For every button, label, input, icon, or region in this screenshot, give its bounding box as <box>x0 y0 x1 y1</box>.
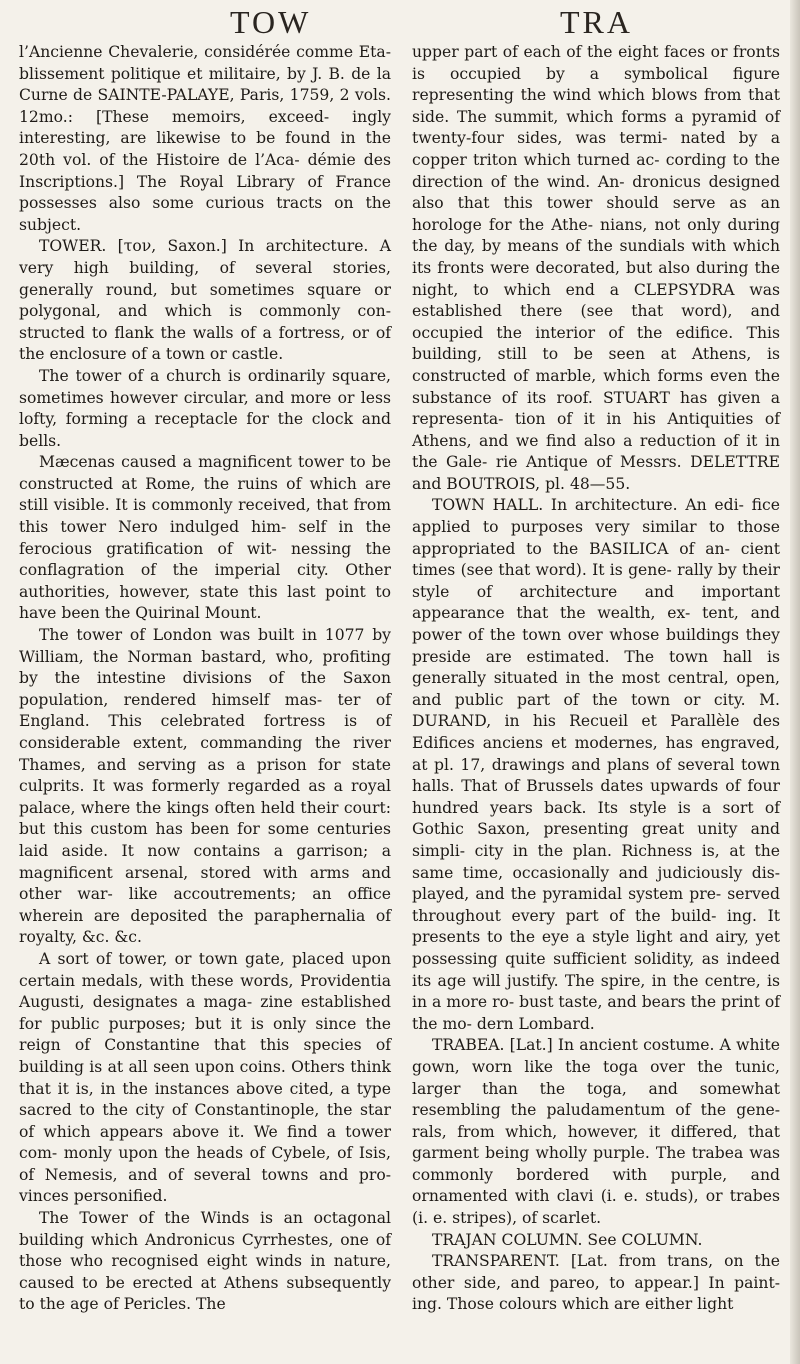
running-header-right: TRA <box>560 4 633 40</box>
paragraph: Mæcenas caused a magnificent tower to be constructed at Rome, the ruins of which are still visible. It is commonly received, that from this tower Nero indulged him- self in the ferocious gratification of wit- nessing the conflagration of the imperial city. Other authorities, however, state this last point to have been the Quirinal Mount. <box>19 453 391 623</box>
entry-trabea: TRABEA. [Lat.] In ancient costume. A white gown, worn like the toga over the tunic, larger than the toga, and somewhat resembling the paludamentum of the gene- rals, from which, however, it differed, that garment being wholly purple. The trabea was commonly bordered with purple, and ornamented with clavi (i. e. studs), or trabes (i. e. stripes), of scarlet. <box>412 1036 780 1228</box>
paragraph: The tower of London was built in 1077 by William, the Norman bastard, who, profiting by the intestine divisions of the Saxon population, rendered himself mas- ter of England. This celebrated fortress is of considerable extent, commanding the river Thames, and serving as a prison for state culprits. It was formerly regarded as a royal palace, where the kings often held their court: but this custom has been for some centuries laid aside. It now contains a garrison; a magnificent arsenal, stored with arms and other war- like accoutrements; an office wherein are deposited the paraphernalia of royalty, &c. &c. <box>19 626 391 947</box>
left-column <box>19 42 391 1316</box>
paragraph: The Tower of the Winds is an octagonal building which Andronicus Cyrrhestes, one of those who recognised eight winds in nature, caused to be erected at Athens subsequently to the age of Pericles. The <box>19 1209 391 1314</box>
page-edge-shadow <box>790 0 800 1364</box>
entry-transparent: TRANSPARENT. [Lat. from trans, on the other side, and pareo, to appear.] In paint- ing. Those colours which are either light <box>412 1252 780 1314</box>
paragraph: A sort of tower, or town gate, placed upon certain medals, with these words, Providentia Augusti, designates a maga- zine established for public purposes; but it is only since the reign of Constantine that this species of building is at all seen upon coins. Others think that it is, in the instances above cited, a type sacred to the city of Constantinople, the star of which appears above it. We find a tower com- monly upon the heads of Cybele, of Isis, of Nemesis, and of several towns and pro- vinces personified. <box>19 949 391 1206</box>
entry-trajan-column: TRAJAN COLUMN. See COLUMN. <box>432 1230 703 1249</box>
paragraph: l’Ancienne Chevalerie, considérée comme Eta- blissement politique et militaire, by J. B. de la Curne de SAINTE-PALAYE, Paris, 1759, 2 vols. 12mo.: [These memoirs, exceed- ingly interesting, are likewise to be found in the 20th vol. of the Histoire de l’Aca- démie des Inscriptions.] The Royal Library of France possesses also some curious tracts on the subject. <box>19 43 391 234</box>
running-header-left: TOW <box>230 4 312 40</box>
paragraph: The tower of a church is ordinarily square, sometimes however circular, and more or less lofty, forming a receptacle for the clock and bells. <box>19 366 391 450</box>
paragraph: upper part of each of the eight faces or fronts is occupied by a symbolical figure representing the wind which blows from that side. The summit, which forms a pyramid of twenty-four sides, was termi- nated by a copper triton which turned ac- cording to the direction of the wind. An- dronicus designed also that this tower should serve as an horologe for the Athe- nians, not only during the day, by means of the sundials with which its fronts were decorated, but also during the night, to which end a CLEPSYDRA was established there (see that word), and occupied the interior of the edifice. This building, still to be seen at Athens, is constructed of marble, which forms even the substance of its roof. STUART has given a representa- tion of it in his Antiquities of Athens, and we find also a reduction of it in the Gale- rie Antique of Messrs. DELETTRE and BOUTROIS, pl. 48—55. <box>412 43 780 493</box>
right-column <box>412 42 780 1316</box>
entry-tower: TOWER. [τον, Saxon.] In architecture. A very high building, of several stories, generally round, but sometimes square or polygonal, and which is commonly con- structed to flank the walls of a fortress, or of the enclosure of a town or castle. <box>19 237 391 364</box>
entry-town-hall: TOWN HALL. In architecture. An edi- fice applied to purposes very similar to those appropriated to the BASILICA of an- cient times (see that word). It is gene- rally by their style of architecture and important appearance that the wealth, ex- tent, and power of the town over whose buildings they preside are estimated. The town hall is generally situated in the most central, open, and public part of the town or city. M. DURAND, in his Recueil et Parallèle des Edifices anciens et modernes, has engraved, at pl. 17, drawings and plans of several town halls. That of Brussels dates upwards of four hundred years back. Its style is a sort of Gothic Saxon, presenting great unity and simpli- city in the plan. Richness is, at the same time, occasionally and judiciously dis- played, and the pyramidal system pre- served throughout every part of the build- ing. It presents to the eye a style light and airy, yet possessing quite sufficient solidity, as indeed its age will justify. The spire, in the centre, is in a more ro- bust taste, and bears the print of the mo- dern Lombard. <box>412 496 780 1033</box>
